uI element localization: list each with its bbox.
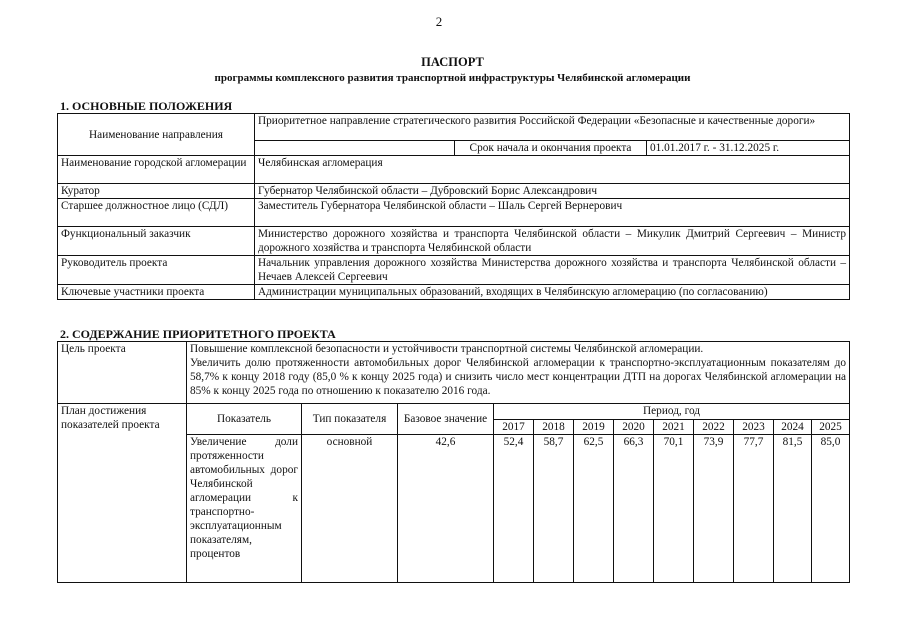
goal-line-2: Увеличить долю протяженности автомобильных дорог Челябинской агломерации к транспортно-эксплуатационным показателям до 58,7% к концу 2018 году (85,0 % к концу 2025 года) и снизить число мест концентрации ДТП на дорогах Челябинской агломерации на 85% к концу 2025 года по отношению к показателю 2016 года. bbox=[190, 357, 847, 397]
year-header: 2024 bbox=[774, 420, 812, 435]
indicator-column-header: Показатель bbox=[187, 404, 302, 435]
agglomeration-value: Челябинская агломерация bbox=[255, 156, 850, 184]
project-manager-label: Руководитель проекта bbox=[58, 256, 255, 285]
curator-value: Губернатор Челябинской области – Дубровский Борис Александрович bbox=[255, 184, 850, 199]
project-content-table bbox=[57, 341, 850, 583]
year-value: 62,5 bbox=[574, 435, 614, 583]
project-manager-value: Начальник управления дорожного хозяйства Министерства дорожного хозяйства и транспорта Челябинской области – Нечаев Алексей Сергеевич bbox=[255, 256, 850, 285]
direction-value: Приоритетное направление стратегического развития Российской Федерации «Безопасные и качественные дороги» bbox=[255, 114, 850, 141]
year-value: 66,3 bbox=[614, 435, 654, 583]
year-header: 2018 bbox=[534, 420, 574, 435]
year-value: 73,9 bbox=[694, 435, 734, 583]
term-value: 01.01.2017 г. - 31.12.2025 г. bbox=[647, 141, 850, 156]
key-participants-label: Ключевые участники проекта bbox=[58, 285, 255, 300]
curator-label: Куратор bbox=[58, 184, 255, 199]
senior-official-value: Заместитель Губернатора Челябинской области – Шаль Сергей Вернерович bbox=[255, 199, 850, 227]
year-value: 85,0 bbox=[812, 435, 850, 583]
year-value: 77,7 bbox=[734, 435, 774, 583]
plan-label: План достижения показателей проекта bbox=[58, 404, 187, 583]
year-header: 2025 bbox=[812, 420, 850, 435]
section2-heading: 2. СОДЕРЖАНИЕ ПРИОРИТЕТНОГО ПРОЕКТА bbox=[60, 327, 336, 341]
year-header: 2017 bbox=[494, 420, 534, 435]
agglomeration-label: Наименование городской агломерации bbox=[58, 156, 255, 184]
year-value: 58,7 bbox=[534, 435, 574, 583]
type-column-header: Тип показателя bbox=[302, 404, 398, 435]
indicator-type: основной bbox=[302, 435, 398, 583]
year-value: 70,1 bbox=[654, 435, 694, 583]
functional-customer-label: Функциональный заказчик bbox=[58, 227, 255, 256]
year-value: 81,5 bbox=[774, 435, 812, 583]
indicator-name: Увеличение доли протяженности автомобильных дорог Челябинской агломерации к транспортно-эксплуатационным показателям, процентов bbox=[187, 435, 302, 583]
year-header: 2020 bbox=[614, 420, 654, 435]
indicator-base-value: 42,6 bbox=[398, 435, 494, 583]
document-subtitle: программы комплексного развития транспортной инфраструктуры Челябинской агломерации bbox=[214, 72, 691, 84]
section1-heading: 1. ОСНОВНЫЕ ПОЛОЖЕНИЯ bbox=[60, 99, 233, 113]
goal-value bbox=[187, 342, 850, 404]
page-number: 2 bbox=[435, 14, 443, 29]
period-column-header: Период, год bbox=[494, 404, 850, 420]
main-provisions-table bbox=[57, 113, 850, 300]
year-value: 52,4 bbox=[494, 435, 534, 583]
key-participants-value: Администрации муниципальных образований, входящих в Челябинскую агломерацию (по согласованию) bbox=[255, 285, 850, 300]
goal-line-1: Повышение комплексной безопасности и устойчивости транспортной системы Челябинской агломерации. bbox=[190, 343, 704, 355]
year-header: 2023 bbox=[734, 420, 774, 435]
direction-label: Наименование направления bbox=[58, 114, 255, 156]
senior-official-label: Старшее должностное лицо (СДЛ) bbox=[58, 199, 255, 227]
year-header: 2021 bbox=[654, 420, 694, 435]
year-header: 2019 bbox=[574, 420, 614, 435]
goal-label: Цель проекта bbox=[58, 342, 187, 404]
base-column-header: Базовое значение bbox=[398, 404, 494, 435]
year-header: 2022 bbox=[694, 420, 734, 435]
functional-customer-value: Министерство дорожного хозяйства и транспорта Челябинской области – Микулик Дмитрий Сергеевич – Министр дорожного хозяйства и транспорта Челябинской области bbox=[255, 227, 850, 256]
document-title: ПАСПОРТ bbox=[421, 55, 484, 69]
term-label: Срок начала и окончания проекта bbox=[455, 141, 647, 156]
